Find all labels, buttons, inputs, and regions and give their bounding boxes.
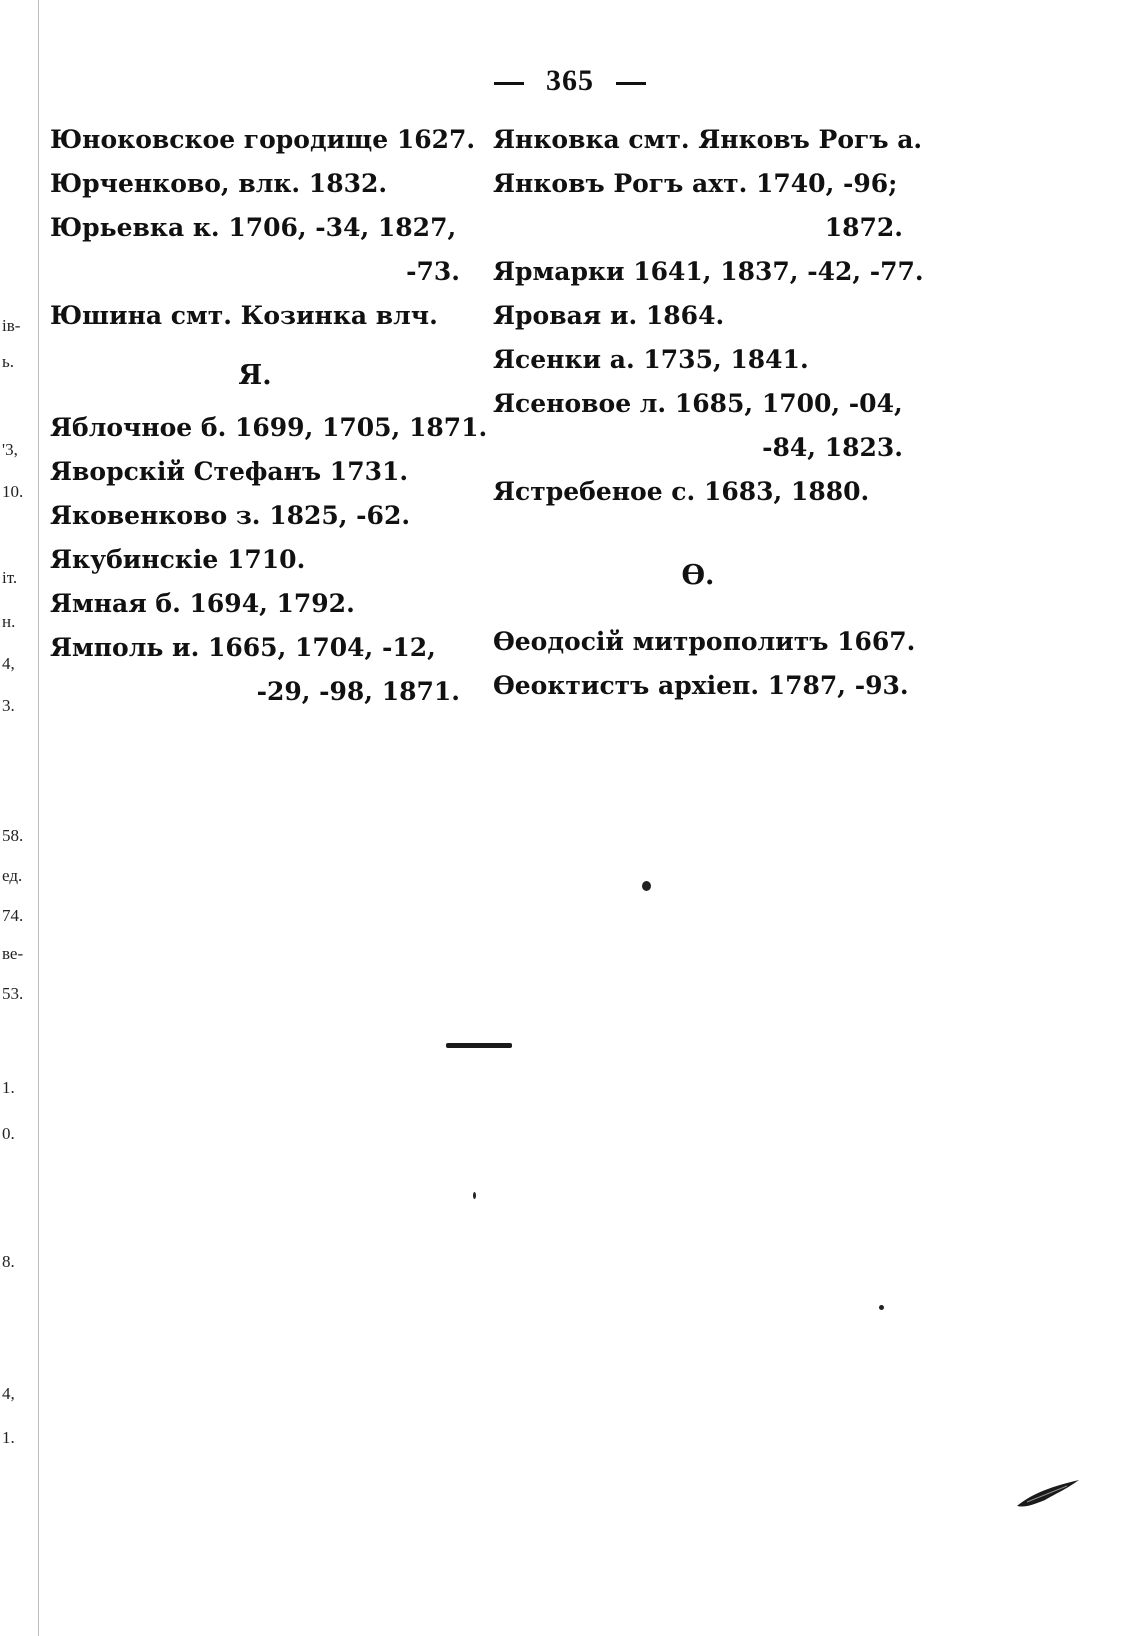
end-rule <box>446 1043 512 1048</box>
index-entry: Ѳеоктистъ архіеп. 1787, -93. <box>493 671 909 700</box>
margin-fragment: ів- <box>2 316 21 335</box>
ink-speck <box>879 1305 884 1310</box>
page-number-dash-right <box>616 82 646 85</box>
index-entry: Юшина смт. Козинка влч. <box>50 301 438 330</box>
margin-fragment: 74. <box>2 906 24 925</box>
margin-fragment: ед. <box>2 866 23 885</box>
ink-speck <box>642 881 651 891</box>
ink-blot <box>1015 1476 1081 1510</box>
index-entry: Ясенки а. 1735, 1841. <box>493 345 809 374</box>
margin-fragment: 1. <box>2 1078 15 1097</box>
index-entry: Ярмарки 1641, 1837, -42, -77. <box>493 257 924 286</box>
margin-fragment: 58. <box>2 826 24 845</box>
index-entry: Яблочное б. 1699, 1705, 1871. <box>50 413 488 442</box>
margin-fragment: н. <box>2 612 16 631</box>
index-entry: Юрьевка к. 1706, -34, 1827, <box>50 213 457 242</box>
index-entry-continuation: -73. <box>406 257 460 286</box>
index-entry-continuation: 1872. <box>824 213 903 242</box>
index-entry: Яковенково з. 1825, -62. <box>50 501 411 530</box>
ink-speck <box>473 1192 476 1199</box>
index-entry: Яворскій Стефанъ 1731. <box>50 457 409 486</box>
page-number-text: 365 <box>546 64 594 97</box>
margin-fragment: '3, <box>2 440 18 459</box>
section-letter-heading: Ѳ. <box>681 560 715 591</box>
index-entry: Яровая и. 1864. <box>493 301 725 330</box>
margin-fragment: 0. <box>2 1124 15 1143</box>
index-entry: Юноковское городище 1627. <box>50 125 476 154</box>
index-entry: Ямполь и. 1665, 1704, -12, <box>50 633 436 662</box>
margin-fragment: 3. <box>2 696 15 715</box>
index-entry: Ястребеное с. 1683, 1880. <box>493 477 870 506</box>
margin-fragment: 4, <box>2 654 15 673</box>
index-entry: Якубинскіе 1710. <box>50 545 306 574</box>
adjacent-page-margin <box>0 0 39 1636</box>
margin-fragment: 4, <box>2 1384 15 1403</box>
index-entry: Ямная б. 1694, 1792. <box>50 589 355 618</box>
margin-fragment: ь. <box>2 352 15 371</box>
margin-fragment: 1. <box>2 1428 15 1447</box>
margin-fragment: 8. <box>2 1252 15 1271</box>
index-entry: Ѳеодосій митрополитъ 1667. <box>493 627 916 656</box>
index-entry-continuation: -84, 1823. <box>762 433 903 462</box>
index-entry-continuation: -29, -98, 1871. <box>256 677 460 706</box>
margin-fragment: ве- <box>2 944 24 963</box>
margin-fragment: 53. <box>2 984 24 1003</box>
page-number <box>0 64 1140 98</box>
index-column-left <box>50 118 488 714</box>
margin-fragment: 10. <box>2 482 24 501</box>
margin-fragment: іт. <box>2 568 18 587</box>
index-entry: Янковка смт. Янковъ Рогъ а. <box>493 125 923 154</box>
index-entry: Ясеновое л. 1685, 1700, -04, <box>493 389 903 418</box>
index-column-right <box>493 118 924 708</box>
section-letter-heading: Я. <box>238 360 272 391</box>
index-entry: Янковъ Рогъ ахт. 1740, -96; <box>493 169 898 198</box>
index-entry: Юрченково, влк. 1832. <box>50 169 388 198</box>
page-number-dash-left <box>494 82 524 85</box>
